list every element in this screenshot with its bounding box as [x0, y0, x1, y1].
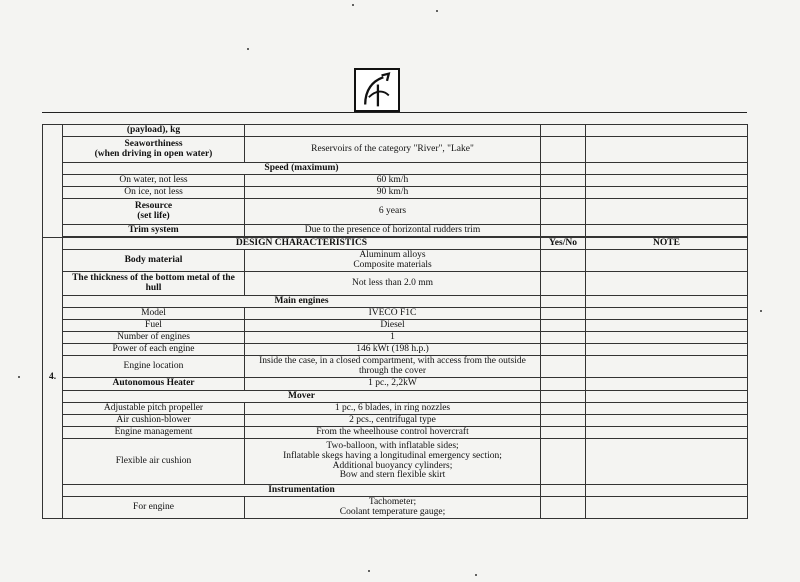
engine-model-label: Model: [63, 308, 245, 320]
blower-label: Air cushion-blower: [63, 415, 245, 427]
note-cell: [586, 403, 748, 415]
engine-count-value: 1: [245, 332, 541, 344]
table-row: [43, 296, 748, 308]
trim-label: Trim system: [63, 225, 245, 237]
section-cell-prev: [43, 125, 63, 238]
note-cell: [586, 378, 748, 391]
engines-header: Main engines: [63, 296, 541, 308]
table-row: [43, 497, 748, 519]
table-row: [43, 137, 748, 163]
header-rule: [42, 112, 747, 113]
scan-speck: [368, 570, 370, 572]
design-title: DESIGN CHARACTERISTICS: [63, 238, 541, 250]
engine-count-label: Number of engines: [63, 332, 245, 344]
note-cell: [586, 427, 748, 439]
yesno-cell: [541, 427, 586, 439]
speed-header: Speed (maximum): [63, 163, 541, 175]
table-row: [43, 403, 748, 415]
note-cell: [586, 137, 748, 163]
note-cell: [586, 439, 748, 485]
heater-value: 1 pc., 2,2kW: [245, 378, 541, 391]
yesno-cell: [541, 308, 586, 320]
yesno-cell: [541, 439, 586, 485]
speed-water-value: 60 km/h: [245, 175, 541, 187]
note-cell: [586, 296, 748, 308]
note-cell: [586, 332, 748, 344]
yesno-cell: [541, 485, 586, 497]
note-cell: [586, 125, 748, 137]
engine-fuel-label: Fuel: [63, 320, 245, 332]
table-row: [43, 439, 748, 485]
heater-label: Autonomous Heater: [63, 378, 245, 391]
instrumentation-header: Instrumentation: [63, 485, 541, 497]
table-row: [43, 332, 748, 344]
scan-speck: [436, 10, 438, 12]
table-row: [43, 199, 748, 225]
company-logo: [354, 68, 400, 112]
air-cushion-value: Two-balloon, with inflatable sides; Inflatable skegs having a longitudinal emergency section; Additional buoyancy cylinders; Bow and stern flexible skirt: [245, 439, 541, 485]
scan-speck: [247, 48, 249, 50]
engine-location-label: Engine location: [63, 356, 245, 378]
table-row: [43, 415, 748, 427]
table-row: [43, 391, 748, 403]
note-cell: [586, 225, 748, 237]
body-material-label: Body material: [63, 250, 245, 272]
trim-value: Due to the presence of horizontal rudders trim: [245, 225, 541, 237]
bottom-metal-value: Not less than 2.0 mm: [245, 272, 541, 296]
yesno-cell: [541, 391, 586, 403]
resource-label: Resource (set life): [63, 199, 245, 225]
note-cell: [586, 272, 748, 296]
speed-ice-label: On ice, not less: [63, 187, 245, 199]
for-engine-label: For engine: [63, 497, 245, 519]
yesno-cell: [541, 403, 586, 415]
blower-value: 2 pcs., centrifugal type: [245, 415, 541, 427]
yesno-cell: [541, 356, 586, 378]
speed-water-label: On water, not less: [63, 175, 245, 187]
table-row: [43, 356, 748, 378]
table-row: [43, 308, 748, 320]
seaworthiness-value: Reservoirs of the category "River", "Lake": [245, 137, 541, 163]
table-row: [43, 344, 748, 356]
table-row: [43, 485, 748, 497]
table-row: [43, 163, 748, 175]
table-row: [43, 427, 748, 439]
note-cell: [586, 163, 748, 175]
table-row: [43, 187, 748, 199]
note-cell: [586, 415, 748, 427]
yesno-header: Yes/No: [541, 238, 586, 250]
note-cell: [586, 485, 748, 497]
yesno-cell: [541, 225, 586, 237]
yesno-cell: [541, 199, 586, 225]
air-cushion-label: Flexible air cushion: [63, 439, 245, 485]
note-cell: [586, 497, 748, 519]
table-row: [43, 238, 748, 250]
speed-ice-value: 90 km/h: [245, 187, 541, 199]
table-row: [43, 125, 748, 137]
note-cell: [586, 250, 748, 272]
mover-header: Mover: [63, 391, 541, 403]
yesno-cell: [541, 137, 586, 163]
note-cell: [586, 320, 748, 332]
note-cell: [586, 356, 748, 378]
table-row: [43, 250, 748, 272]
payload-value: [245, 125, 541, 137]
table-row: [43, 272, 748, 296]
scan-speck: [18, 376, 20, 378]
payload-label: (payload), kg: [63, 125, 245, 137]
engine-management-label: Engine management: [63, 427, 245, 439]
yesno-cell: [541, 332, 586, 344]
body-material-value: Aluminum alloys Composite materials: [245, 250, 541, 272]
engine-location-value: Inside the case, in a closed compartment, with access from the outside through the cover: [245, 356, 541, 378]
note-cell: [586, 344, 748, 356]
note-cell: [586, 308, 748, 320]
engine-power-value: 146 kWt (198 h.p.): [245, 344, 541, 356]
bottom-metal-label: The thickness of the bottom metal of the hull: [63, 272, 245, 296]
yesno-cell: [541, 163, 586, 175]
resource-value: 6 years: [245, 199, 541, 225]
scan-speck: [475, 574, 477, 576]
yesno-cell: [541, 187, 586, 199]
yesno-cell: [541, 415, 586, 427]
yesno-cell: [541, 320, 586, 332]
yesno-cell: [541, 272, 586, 296]
note-cell: [586, 391, 748, 403]
scan-speck: [760, 310, 762, 312]
table-row: [43, 225, 748, 237]
propeller-label: Adjustable pitch propeller: [63, 403, 245, 415]
spec-table: [42, 124, 748, 519]
logo-icon: [356, 70, 398, 110]
note-cell: [586, 199, 748, 225]
table-row: [43, 320, 748, 332]
yesno-cell: [541, 125, 586, 137]
yesno-cell: [541, 296, 586, 308]
seaworthiness-label: Seaworthiness (when driving in open water): [63, 137, 245, 163]
yesno-cell: [541, 497, 586, 519]
section-number: 4.: [43, 238, 63, 519]
yesno-cell: [541, 250, 586, 272]
engine-fuel-value: Diesel: [245, 320, 541, 332]
table-row: [43, 175, 748, 187]
note-header: NOTE: [586, 238, 748, 250]
propeller-value: 1 pc., 6 blades, in ring nozzles: [245, 403, 541, 415]
engine-power-label: Power of each engine: [63, 344, 245, 356]
note-cell: [586, 187, 748, 199]
yesno-cell: [541, 344, 586, 356]
table-row: [43, 378, 748, 391]
for-engine-value: Tachometer; Coolant temperature gauge;: [245, 497, 541, 519]
engine-model-value: IVECO F1C: [245, 308, 541, 320]
scan-speck: [352, 4, 354, 6]
engine-management-value: From the wheelhouse control hovercraft: [245, 427, 541, 439]
yesno-cell: [541, 175, 586, 187]
note-cell: [586, 175, 748, 187]
yesno-cell: [541, 378, 586, 391]
